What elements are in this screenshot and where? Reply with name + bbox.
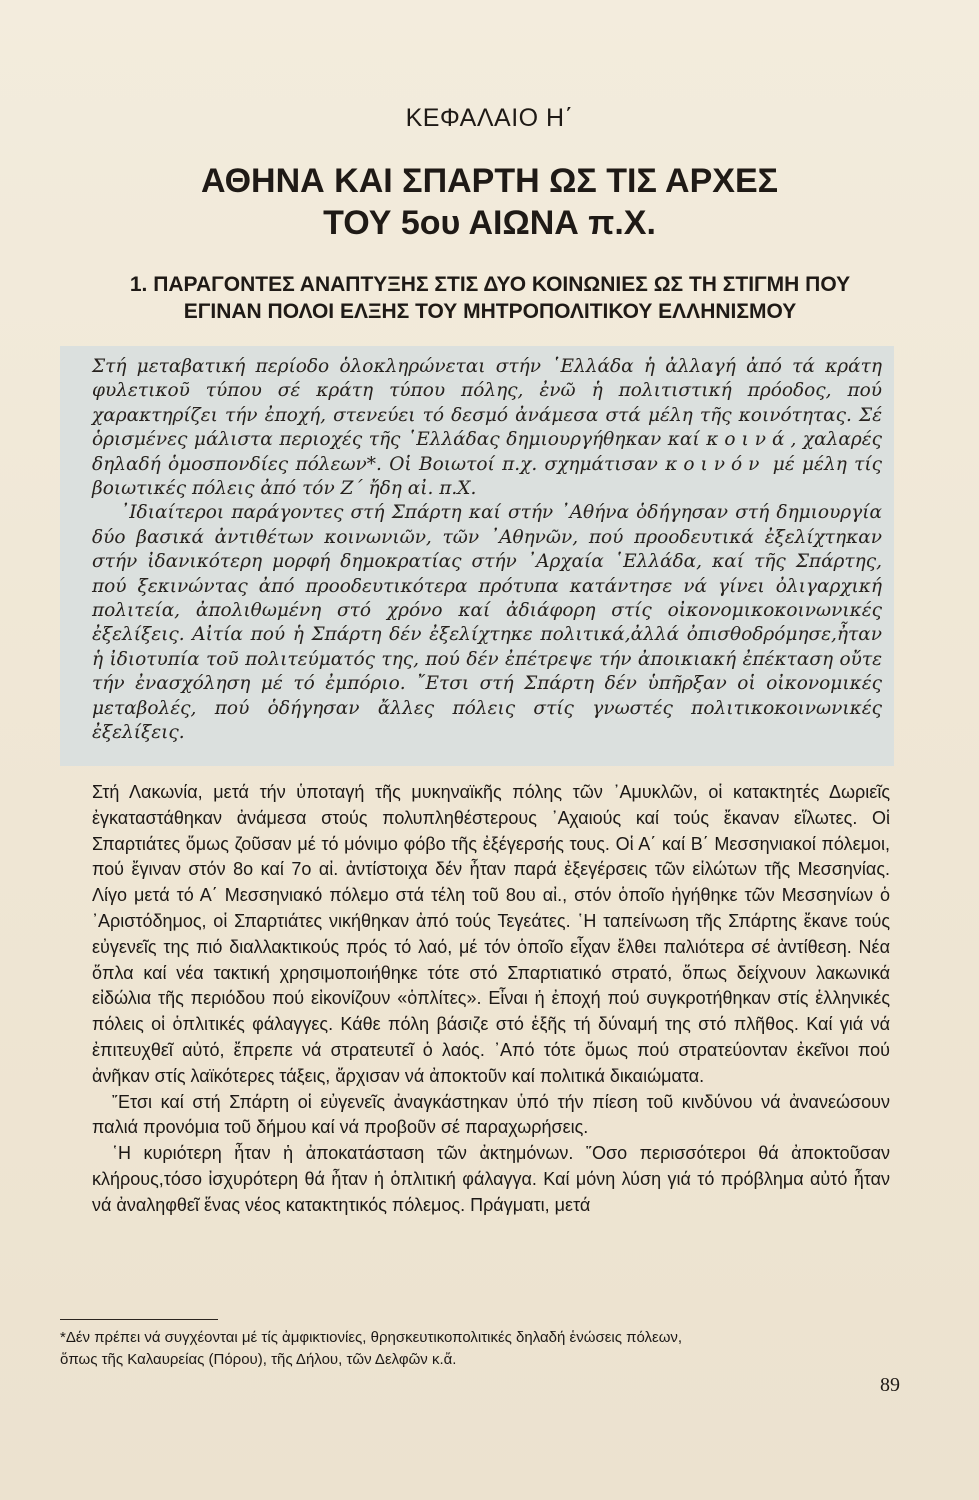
- chapter-title: [0, 160, 979, 244]
- body-paragraph-2: ῎Ετσι καί στή Σπάρτη οἱ εὐγενεῖς ἀναγκάστηκαν ὑπό τήν πίεση τοῦ κινδύνου νά ἀνανεώσουν παλιά προνόμια τοῦ δήμου καί νά προβοῦν σέ παραχωρήσεις.: [92, 1091, 890, 1138]
- footnote-divider: [60, 1319, 218, 1320]
- intro-paragraph-1: [92, 355, 882, 501]
- section-heading-line-2: ΕΓΙΝΑΝ ΠΟΛΟΙ ΕΛΞΗΣ ΤΟΥ ΜΗΤΡΟΠΟΛΙΤΙΚΟΥ ΕΛΛΗΝΙΣΜΟΥ: [183, 300, 797, 323]
- intro-paragraph-2: ᾿Ιδιαίτεροι παράγοντες στή Σπάρτη καί στήν ᾿Αθήνα ὁδήγησαν στή δημιουργία δύο βασικά ἀντιθέτων κοινωνιῶν, τῶν ᾿Αθηνῶν, πού προοδευτικά ἐξελίχτηκαν στήν ἰδανικότερη μορφή δημοκρατίας στήν ᾿Αρχαία ῾Ελλάδα, καί τῆς Σπάρτης, πού ξεκινώντας ἀπό προοδευτικότερα πρότυπα κατάντησε νά γίνει ὀλιγαρχική πολιτεία, ἀπολιθωμένη στό χρόνο καί ἀδιάφορη στίς οἰκονομικοκοινωνικές ἐξελίξεις. Αἰτία πού ἡ Σπάρτη δέν ἐξελίχτηκε πολιτικά,ἀλλά ὀπισθοδρόμησε,ἦταν ἡ ἰδιοτυπία τοῦ πολιτεύματός της, πού δέν ἐπέτρεψε τήν ἀποικιακή ἐπέκταση οὔτε τήν ἐνασχόληση μέ τό ἐμπόριο. ῎Ετσι στή Σπάρτη δέν ὑπῆρξαν οἱ οἰκονομικές μεταβολές, πού ὁδήγησαν ἄλλες πόλεις στίς γνωστές πολιτικοκοινωνικές ἐξελίξεις.: [92, 502, 882, 744]
- intro-p1-part-a: Στή μεταβατική περίοδο ὁλοκληρώνεται στήν ῾Ελλάδα ἡ ἀλλαγή ἀπό τά κράτη φυλετικοῦ τύπου σέ κράτη τύπου πόλης, ἐνῶ ἡ πολιτιστική πρόοδος, πού χαρακτηρίζει τήν ἐποχή, στενεύει τό δεσμό ἀνάμεσα στά μέλη τῆς κοινότητας. Σέ ὁρισμένες μάλιστα περιοχές τῆς ῾Ελλάδας δημιουργήθηκαν καί: [92, 356, 882, 451]
- chapter-title-line-1: ΑΘΗΝΑ ΚΑΙ ΣΠΑΡΤΗ ΩΣ ΤΙΣ ΑΡΧΕΣ: [200, 162, 779, 200]
- intro-p1-part-b: , χαλαρές δηλαδή ὁμοσπονδίες πόλεων*. Οἱ Βοιωτοί π.χ. σχημάτισαν: [92, 429, 882, 475]
- section-heading: [60, 271, 920, 325]
- body-text: [92, 780, 890, 1219]
- page-number: 89: [880, 1374, 900, 1396]
- chapter-label: ΚΕΦΑΛΑΙΟ Η΄: [405, 104, 574, 132]
- footnote-line-1: *Δέν πρέπει νά συγχέονται μέ τίς ἀμφικτιονίες, θρησκευτικοπολιτικές δηλαδή ἑνώσεις πόλεων,: [60, 1329, 683, 1346]
- intro-p1-part-c: μέ μέλη τίς βοιωτικές πόλεις ἀπό τόν Ζ΄ ἤδη αἰ. π.Χ.: [92, 453, 882, 500]
- term-koina: κοινά: [706, 429, 791, 451]
- footnote: [60, 1327, 900, 1371]
- footnote-line-2: ὅπως τῆς Καλαυρείας (Πόρου), τῆς Δήλου, τῶν Δελφῶν κ.ἄ.: [60, 1351, 457, 1368]
- intro-text: [92, 355, 882, 746]
- chapter-title-line-2: ΤΟΥ 5ου ΑΙΩΝΑ π.Χ.: [323, 204, 656, 242]
- section-heading-line-1: 1. ΠΑΡΑΓΟΝΤΕΣ ΑΝΑΠΤΥΞΗΣ ΣΤΙΣ ΔΥΟ ΚΟΙΝΩΝΙΕΣ ΩΣ ΤΗ ΣΤΙΓΜΗ ΠΟΥ: [129, 273, 851, 296]
- body-paragraph-1: Στή Λακωνία, μετά τήν ὑποταγή τῆς μυκηναϊκῆς πόλης τῶν ᾿Αμυκλῶν, οἱ κατακτητές Δωριεῖς ἐγκαταστάθηκαν ἀνάμεσα στούς πολυπληθέστερους ᾿Αχαιούς καί τούς ἔκαναν εἵλωτες. Οἱ Σπαρτιάτες ὅμως ζοῦσαν μέ τό μόνιμο φόβο τῆς ἐξέγερσής τους. Οἱ Α΄ καί Β΄ Μεσσηνιακοί πόλεμοι, πού ἔγιναν στόν 8ο καί 7ο αἰ. ἀντίστοιχα δέν ἦταν παρά ἐξεγέρσεις τῶν εἱλώτων τῆς Μεσσηνίας. Λίγο μετά τό Α΄ Μεσσηνιακό πόλεμο στά τέλη τοῦ 8ου αἰ., στόν ὁποῖο ἡγήθηκε τῶν Μεσσηνίων ὁ ᾿Αριστόδημος, οἱ Σπαρτιάτες νικήθηκαν ἀπό τούς Τεγεάτες. ῾Η ταπείνωση τῆς Σπάρτης ἔκανε τούς εὐγενεῖς της πιό διαλλακτικούς πρός τό λαό, μέ τόν ὁποῖο εἶχαν ἔλθει παλιότερα σέ ἀντίθεση. Νέα ὅπλα καί νέα τακτική χρησιμοποιήθηκε τότε στό Σπαρτιατικό στρατό, ὅπως δείχνουν λακωνικά εἰδώλια τῆς περιόδου πού εἰκονίζουν «ὁπλίτες». Εἶναι ἡ ἐποχή πού συγκροτήθηκαν στίς ἑλληνικές πόλεις οἱ ὁπλιτικές φάλαγγες. Κάθε πόλη βάσιζε στό ἑξῆς τή δύναμή της στό πλῆθος. Καί γιά νά ἐπιτευχθεῖ αὐτό, ἔπρεπε νά στρατευτεῖ ὁ λαός. ᾿Από τότε ὅμως πού στρατεύονταν ἐκεῖνοι πού ἀνῆκαν στίς λαϊκότερες τάξεις, ἄρχισαν νά ἀποκτοῦν καί πολιτικά δικαιώματα.: [92, 782, 890, 1086]
- term-koinon: κοινόν: [665, 453, 766, 475]
- body-paragraph-3: ῾Η κυριότερη ἦταν ἡ ἀποκατάσταση τῶν ἀκτημόνων. ῞Οσο περισσότεροι θά ἀποκτοῦσαν κλήρους,τόσο ἰσχυρότερη θά ἦταν ἡ ὁπλιτική φάλαγγα. Καί μόνη λύση γιά τό πρόβλημα αὐτό ἦταν νά ἀναληφθεῖ ἕνας νέος κατακτητικός πόλεμος. Πράγματι, μετά: [92, 1143, 890, 1215]
